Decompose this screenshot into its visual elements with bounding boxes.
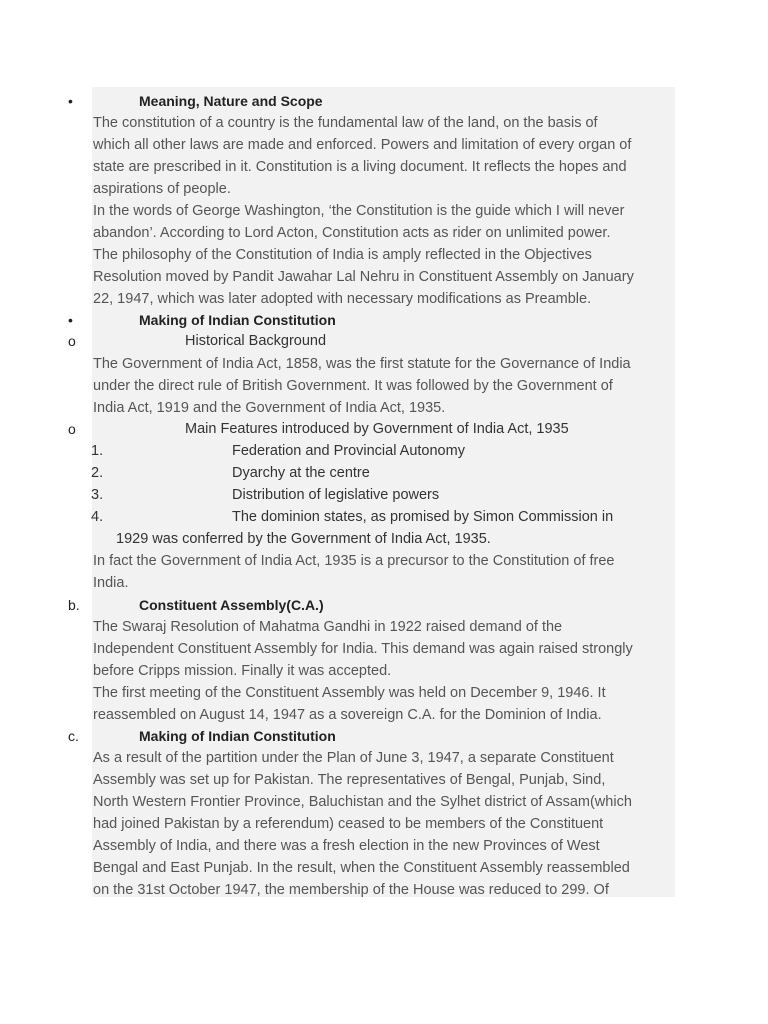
letter-marker: b. <box>68 597 80 613</box>
paragraph-line: Assembly was set up for Pakistan. The representatives of Bengal, Punjab, Sind, <box>93 772 606 788</box>
paragraph-line: North Western Frontier Province, Baluchistan and the Sylhet district of Assam(which <box>93 794 632 810</box>
paragraph-line: Resolution moved by Pandit Jawahar Lal Nehru in Constituent Assembly on January <box>93 269 634 285</box>
section-heading-row <box>0 309 768 331</box>
numbered-list-item <box>0 484 768 506</box>
section-heading: Meaning, Nature and Scope <box>139 93 323 109</box>
paragraph-line: The first meeting of the Constituent Assembly was held on December 9, 1946. It <box>93 685 606 701</box>
subheading: Historical Background <box>185 333 327 349</box>
paragraph-line: India Act, 1919 and the Government of India Act, 1935. <box>93 400 446 416</box>
paragraph-line: aspirations of people. <box>93 181 231 197</box>
paragraph-line: In the words of George Washington, ‘the Constitution is the guide which I will never <box>93 203 625 219</box>
numbered-list-item <box>0 440 768 462</box>
section-heading: Making of Indian Constitution <box>139 312 336 328</box>
paragraph-line: before Cripps mission. Finally it was accepted. <box>93 663 392 679</box>
paragraph-line: under the direct rule of British Government. It was followed by the Government of <box>93 378 613 394</box>
paragraph-line: In fact the Government of India Act, 1935 is a precursor to the Constitution of free <box>93 553 615 569</box>
list-item-text: Federation and Provincial Autonomy <box>232 443 465 459</box>
paragraph-line: had joined Pakistan by a referendum) ceased to be members of the Constituent <box>93 816 604 832</box>
bullet-marker: • <box>68 93 73 109</box>
list-number: 1. <box>91 443 104 459</box>
subheading: Main Features introduced by Government of India Act, 1935 <box>185 421 569 437</box>
subheading-row <box>0 330 768 352</box>
section-heading: Making of Indian Constitution <box>139 728 336 744</box>
paragraph-line: Assembly of India, and there was a fresh election in the new Provinces of West <box>93 838 600 854</box>
paragraph-line: 22, 1947, which was later adopted with necessary modifications as Preamble. <box>93 291 592 307</box>
paragraph-line: As a result of the partition under the Plan of June 3, 1947, a separate Constituent <box>93 750 614 766</box>
numbered-list-item <box>0 462 768 484</box>
paragraph-line: The Swaraj Resolution of Mahatma Gandhi in 1922 raised demand of the <box>93 619 563 635</box>
list-item-text: Dyarchy at the centre <box>232 465 370 481</box>
paragraph-line: The constitution of a country is the fundamental law of the land, on the basis of <box>93 115 598 131</box>
paragraph-line: abandon’. According to Lord Acton, Constitution acts as rider on unlimited power. <box>93 225 611 241</box>
list-number: 3. <box>91 487 104 503</box>
list-item-text: The dominion states, as promised by Simon Commission in <box>232 509 614 525</box>
section-heading-row <box>0 594 768 616</box>
paragraph-line: reassembled on August 14, 1947 as a sovereign C.A. for the Dominion of India. <box>93 707 602 723</box>
letter-marker: c. <box>68 728 79 744</box>
list-item-text: Distribution of legislative powers <box>232 487 440 503</box>
paragraph-line: Independent Constituent Assembly for India. This demand was again raised strongly <box>93 641 633 657</box>
bullet-marker: • <box>68 312 73 328</box>
list-number: 4. <box>91 509 104 525</box>
section-heading-row <box>0 90 768 112</box>
paragraph-line: on the 31st October 1947, the membership of the House was reduced to 299. Of <box>93 882 609 897</box>
paragraph-line: Bengal and East Punjab. In the result, when the Constituent Assembly reassembled <box>93 860 630 876</box>
paragraph-line: state are prescribed in it. Constitution is a living document. It reflects the hopes and <box>93 159 627 175</box>
section-heading-row <box>0 725 768 747</box>
paragraph-line: The philosophy of the Constitution of India is amply reflected in the Objectives <box>93 247 592 263</box>
paragraph-line: which all other laws are made and enforced. Powers and limitation of every organ of <box>93 137 632 153</box>
paragraph-line: India. <box>93 575 129 591</box>
section-heading: Constituent Assembly(C.A.) <box>139 597 324 613</box>
sub-bullet-marker: o <box>68 421 76 437</box>
sub-bullet-marker: o <box>68 333 76 349</box>
paragraph-line: The Government of India Act, 1858, was the first statute for the Governance of India <box>93 356 631 372</box>
list-number: 2. <box>91 465 104 481</box>
numbered-list-item <box>0 506 768 528</box>
list-item-continuation: 1929 was conferred by the Government of India Act, 1935. <box>116 531 491 547</box>
subheading-row <box>0 418 768 440</box>
